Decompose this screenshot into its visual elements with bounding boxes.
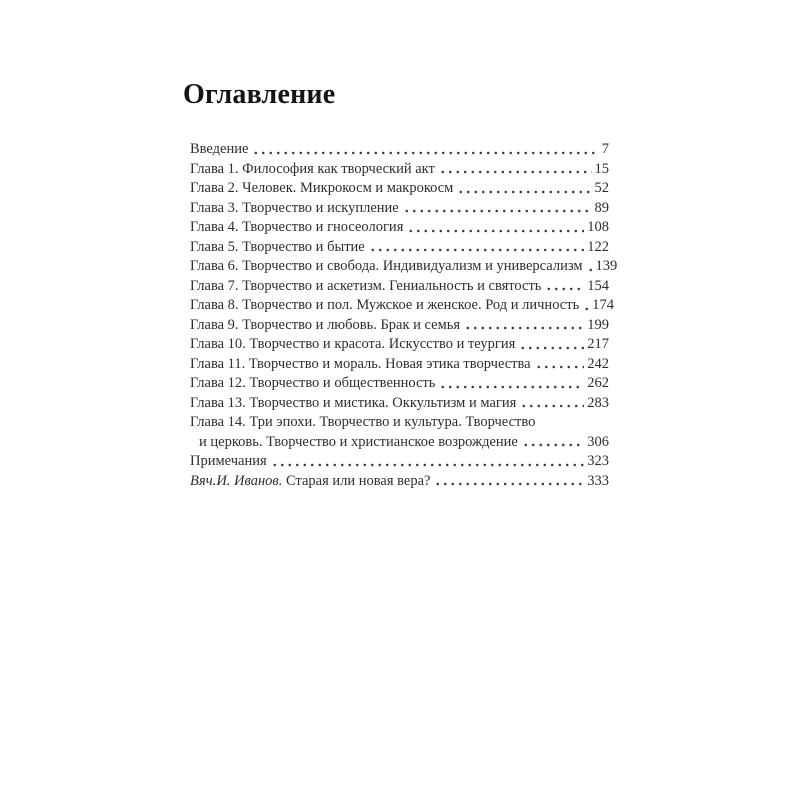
toc-entry-label: Вяч.И. Иванов. Старая или новая вера? (190, 472, 431, 489)
toc-entry-label: Глава 6. Творчество и свобода. Индивидуализм и универсализм (190, 258, 583, 274)
toc-entry-page: 7 (601, 141, 609, 157)
toc-dot-leader (583, 296, 589, 316)
toc-entry (190, 335, 609, 355)
toc-entry (190, 413, 609, 433)
toc-entry (190, 179, 609, 199)
toc-entry-page: 89 (594, 199, 609, 216)
toc-entry (190, 394, 609, 414)
toc-entry (190, 160, 609, 180)
toc-entry-label: Глава 1. Философия как творческий акт (190, 160, 435, 177)
toc-entry-page: 242 (587, 355, 609, 372)
toc-dot-leader (539, 413, 606, 433)
toc-entry-label: Примечания (190, 453, 267, 469)
toc-dot-leader (545, 277, 584, 297)
toc-dot-leader (439, 160, 592, 180)
toc-list (190, 140, 618, 491)
toc-entry-page: 333 (587, 472, 609, 489)
toc-entry-author-italic: Вяч.И. Иванов. (190, 472, 283, 489)
toc-entry (190, 257, 618, 277)
toc-entry-page: 52 (594, 180, 609, 196)
toc-dot-leader (519, 335, 584, 355)
toc-dot-leader (271, 452, 585, 472)
toc-entry-label: Глава 9. Творчество и любовь. Брак и семья (190, 316, 461, 333)
toc-entry-page: 174 (592, 297, 614, 313)
toc-entry-page: 306 (587, 433, 609, 450)
toc-entry-label: Глава 4. Творчество и гносеология (190, 219, 404, 235)
toc-entry-label: Глава 5. Творчество и бытие (190, 238, 365, 255)
toc-entry (190, 296, 614, 316)
toc-entry-page: 122 (587, 238, 609, 255)
toc-dot-leader (407, 218, 584, 238)
toc-dot-leader (457, 179, 591, 199)
toc-dot-leader (439, 374, 584, 394)
toc-entry-page: 262 (587, 375, 609, 391)
toc-entry (190, 355, 609, 375)
toc-entry (190, 140, 609, 160)
toc-entry (190, 238, 609, 258)
toc-dot-leader (252, 140, 598, 160)
toc-entry-page: 15 (594, 160, 609, 177)
toc-entry-label: Глава 11. Творчество и мораль. Новая этика творчества (190, 355, 531, 372)
toc-entry-page: 323 (587, 453, 609, 469)
toc-entry (190, 199, 609, 219)
toc-entry (190, 452, 609, 472)
toc-entry (190, 374, 609, 394)
toc-dot-leader (369, 238, 585, 258)
page-title: Оглавление (183, 79, 336, 110)
toc-entry-label: и церковь. Творчество и христианское возрождение (199, 433, 518, 450)
toc-entry-label: Глава 14. Три эпохи. Творчество и культура. Творчество (190, 414, 536, 430)
toc-entry-page: 217 (587, 336, 609, 352)
toc-entry-label: Глава 12. Творчество и общественность (190, 375, 436, 391)
toc-dot-leader (535, 355, 585, 375)
toc-entry-label: Глава 10. Творчество и красота. Искусство и теургия (190, 336, 516, 352)
toc-dot-leader (522, 433, 584, 453)
toc-entry-label: Глава 7. Творчество и аскетизм. Гениальность и святость (190, 277, 542, 294)
toc-entry-page: 283 (587, 394, 609, 411)
toc-entry-label: Глава 13. Творчество и мистика. Оккультизм и магия (190, 394, 517, 411)
toc-entry-label: Введение (190, 141, 249, 157)
toc-entry-label: Глава 2. Человек. Микрокосм и макрокосм (190, 180, 454, 196)
toc-entry-label: Глава 8. Творчество и пол. Мужское и женское. Род и личность (190, 297, 580, 313)
toc-entry-page: 154 (587, 277, 609, 294)
toc-entry-page: 108 (587, 219, 609, 235)
toc-entry (190, 472, 609, 492)
toc-dot-leader (464, 316, 584, 336)
toc-entry-continuation (190, 433, 609, 453)
toc-entry-page: 139 (595, 258, 618, 274)
toc-dot-leader (434, 472, 584, 492)
toc-dot-leader (587, 257, 593, 277)
toc-dot-leader (520, 394, 584, 414)
toc-entry-label: Глава 3. Творчество и искупление (190, 199, 399, 216)
toc-dot-leader (403, 199, 592, 219)
toc-entry (190, 277, 609, 297)
toc-entry-page: 199 (587, 316, 609, 333)
toc-entry (190, 316, 609, 336)
toc-entry (190, 218, 609, 238)
